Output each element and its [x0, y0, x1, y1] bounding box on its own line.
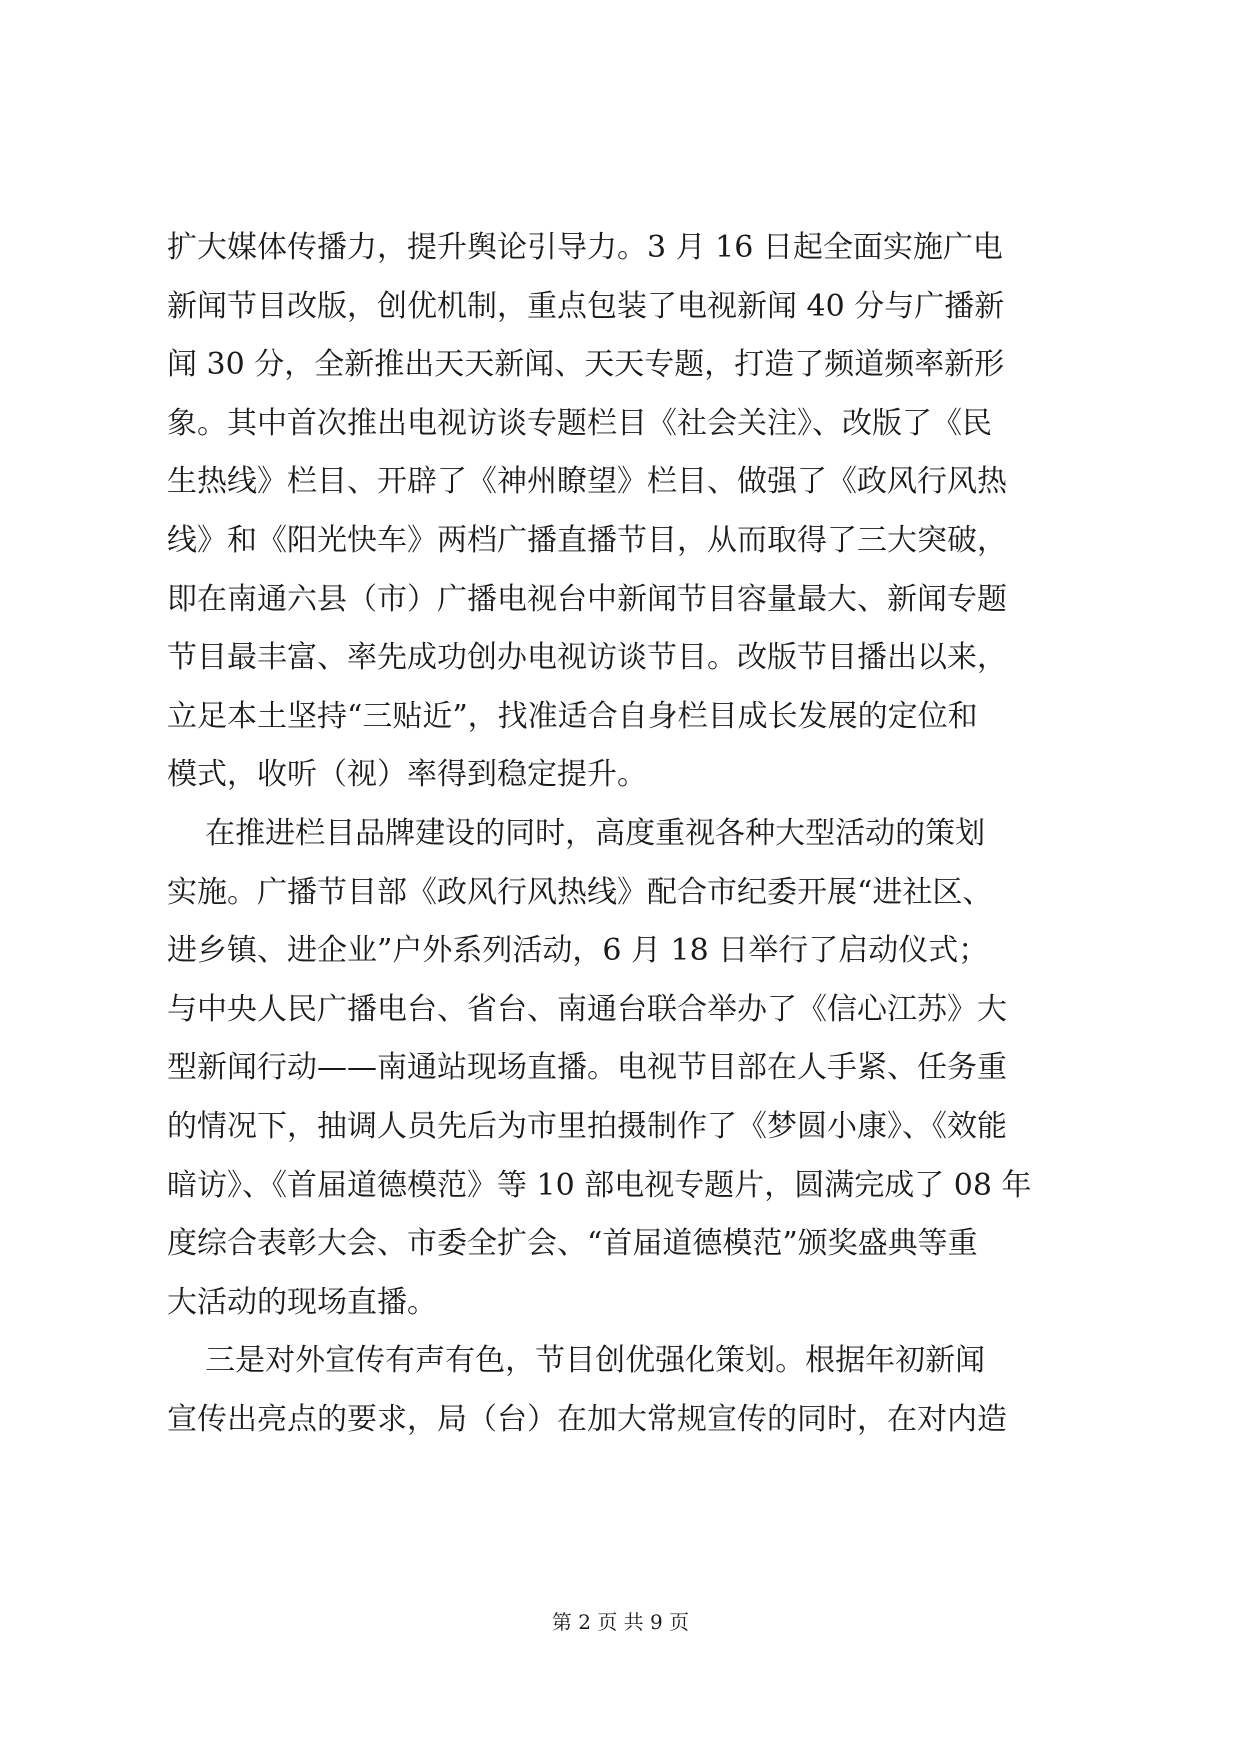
text-line: 立足本土坚持“三贴近”，找准适合自身栏目成长发展的定位和 — [167, 698, 978, 734]
text-line: 与中央人民广播电台、省台、南通台联合举办了《信心江苏》大 — [167, 991, 1007, 1027]
page-footer — [0, 1610, 1241, 1634]
text-line: 模式，收听（视）率得到稳定提升。 — [167, 757, 647, 793]
text-line: 新闻节目改版，创优机制，重点包装了电视新闻 40 分与广播新 — [167, 288, 1005, 324]
text-line: 扩大媒体传播力，提升舆论引导力。3 月 16 日起全面实施广电 — [167, 230, 1003, 265]
text-line: 闻 30 分，全新推出天天新闻、天天专题，打造了频道频率新形 — [167, 347, 1005, 383]
text-line: 度综合表彰大会、市委全扩会、“首届道德模范”颁奖盛典等重 — [167, 1226, 978, 1262]
text-line: 象。其中首次推出电视访谈专题栏目《社会关注》、改版了《民 — [167, 405, 992, 441]
text-line: 在推进栏目品牌建设的同时，高度重视各种大型活动的策划 — [167, 815, 986, 851]
text-line: 大活动的现场直播。 — [167, 1284, 437, 1320]
text-line: 三是对外宣传有声有色，节目创优强化策划。根据年初新闻 — [167, 1343, 986, 1379]
text-line: 宣传出亮点的要求，局（台）在加大常规宣传的同时，在对内造 — [167, 1401, 1007, 1437]
text-line: 暗访》、《首届道德模范》等 10 部电视专题片，圆满完成了 08 年 — [167, 1167, 1032, 1203]
page-indicator: 第 2 页 共 9 页 — [551, 1610, 690, 1634]
text-line: 进乡镇、进企业”户外系列活动，6 月 18 日举行了启动仪式； — [167, 933, 989, 969]
text-line: 节目最丰富、率先成功创办电视访谈节目。改版节目播出以来， — [167, 640, 1007, 676]
text-line: 生热线》栏目、开辟了《神州瞭望》栏目、做强了《政风行风热 — [167, 464, 1007, 500]
text-line: 实施。广播节目部《政风行风热线》配合市纪委开展“进社区、 — [167, 874, 993, 910]
text-line: 的情况下，抽调人员先后为市里拍摄制作了《梦圆小康》、《效能 — [167, 1108, 1007, 1144]
body-text — [167, 228, 1079, 1458]
text-line: 线》和《阳光快车》两档广播直播节目，从而取得了三大突破， — [167, 522, 1007, 558]
text-line: 型新闻行动——南通站现场直播。电视节目部在人手紧、任务重 — [167, 1050, 1007, 1086]
text-line: 即在南通六县（市）广播电视台中新闻节目容量最大、新闻专题 — [167, 581, 1007, 617]
